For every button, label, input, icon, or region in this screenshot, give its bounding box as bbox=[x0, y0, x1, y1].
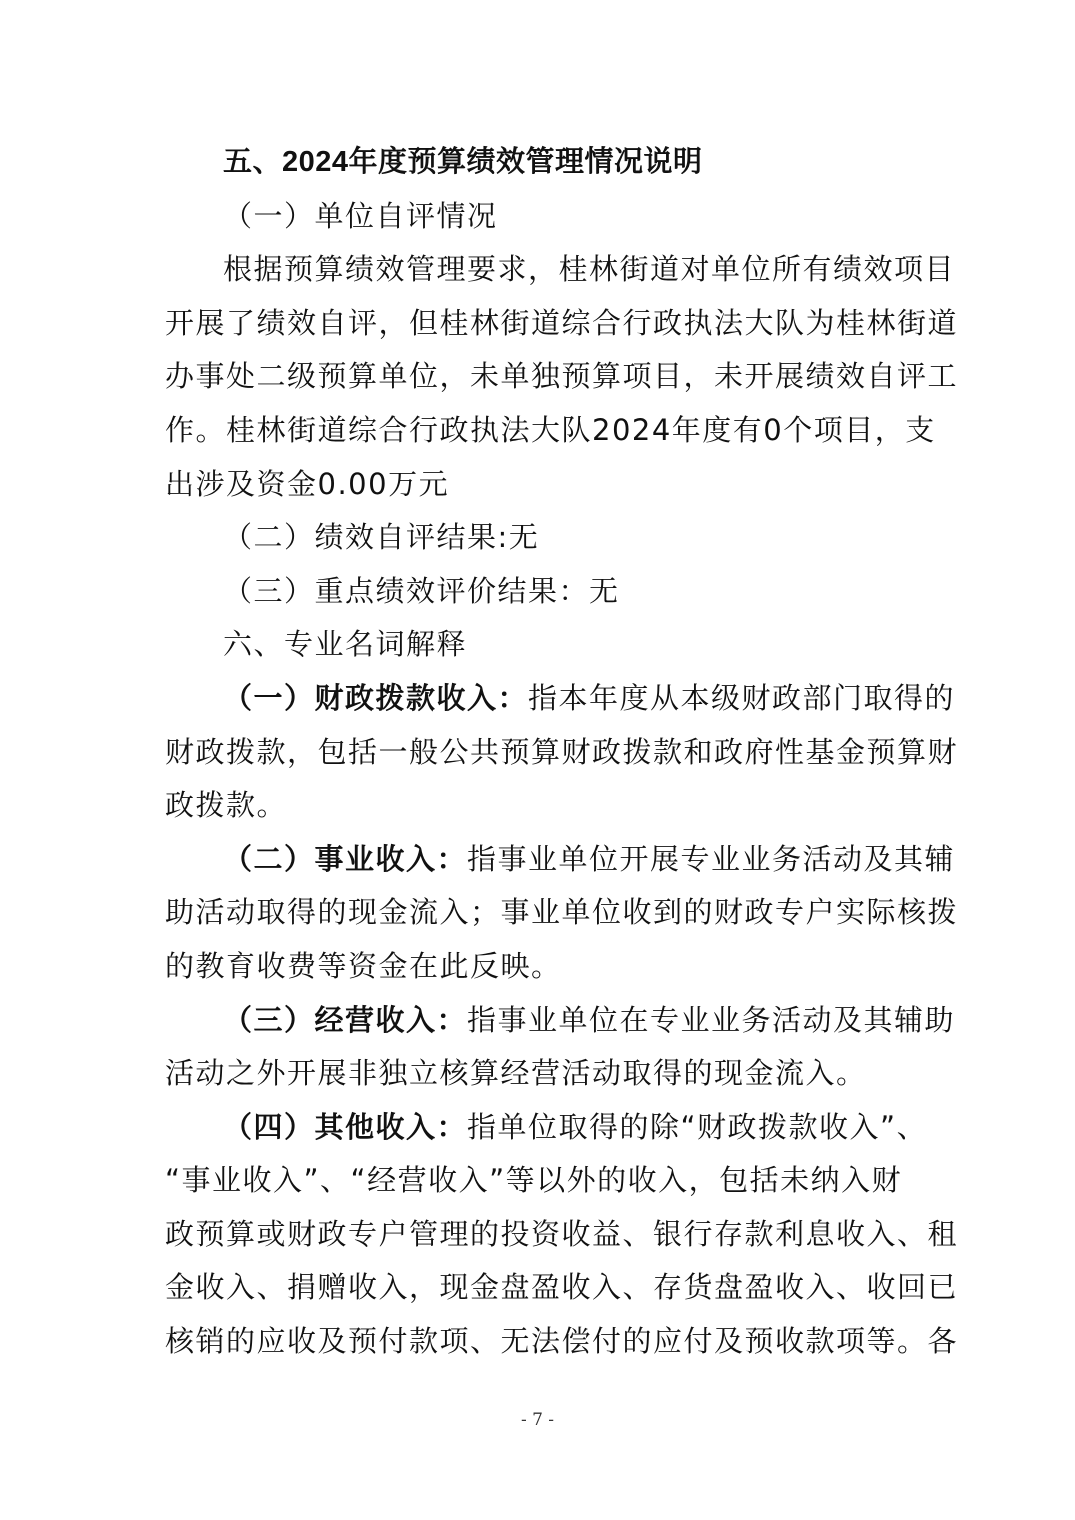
definition-line: 助活动取得的现金流入；事业单位收到的财政专户实际核拨 bbox=[165, 895, 959, 930]
definition-term: （四）其他收入： bbox=[223, 1109, 468, 1144]
paragraph-line: 出涉及资金0.00万元 bbox=[165, 466, 450, 501]
page-number: - 7 - bbox=[520, 1410, 555, 1430]
definition-line: 核销的应收及预付款项、无法偿付的应付及预收款项等。各 bbox=[165, 1324, 959, 1359]
definition-text: 指事业单位在专业业务活动及其辅助 bbox=[467, 1002, 956, 1037]
definition-term: （三）经营收入： bbox=[223, 1002, 468, 1037]
paragraph-line: 开展了绩效自评，但桂林街道综合行政执法大队为桂林街道 bbox=[165, 305, 959, 340]
definition-line: 金收入、捐赠收入，现金盘盈收入、存货盘盈收入、收回已 bbox=[165, 1270, 959, 1305]
document-body bbox=[165, 136, 959, 1369]
definition-line: “事业收入”、“经营收入”等以外的收入，包括未纳入财 bbox=[165, 1163, 903, 1198]
definition-first-line bbox=[165, 1101, 928, 1155]
definition-text: 指单位取得的除“财政拨款收入”、 bbox=[467, 1109, 928, 1144]
definition-line: 政拨款。 bbox=[165, 788, 288, 823]
subsection-result-2: （二）绩效自评结果:无 bbox=[223, 520, 540, 555]
subsection-result-3: （三）重点绩效评价结果：无 bbox=[223, 573, 620, 608]
definition-text: 指本年度从本级财政部门取得的 bbox=[528, 680, 956, 715]
definition-term: （二）事业收入： bbox=[223, 841, 468, 876]
definition-first-line bbox=[165, 672, 956, 726]
definition-first-line bbox=[165, 833, 956, 887]
definition-term: （一）财政拨款收入： bbox=[223, 680, 529, 715]
definition-line: 活动之外开展非独立核算经营活动取得的现金流入。 bbox=[165, 1056, 867, 1091]
paragraph-line: 办事处二级预算单位，未单独预算项目，未开展绩效自评工 bbox=[165, 359, 959, 394]
definition-text: 指事业单位开展专业业务活动及其辅 bbox=[467, 841, 956, 876]
section-heading-5: 五、2024年度预算绩效管理情况说明 bbox=[223, 146, 703, 178]
definition-line: 财政拨款，包括一般公共预算财政拨款和政府性基金预算财 bbox=[165, 734, 959, 769]
definition-first-line bbox=[165, 994, 956, 1048]
subsection-heading-1: （一）单位自评情况 bbox=[223, 198, 498, 233]
definition-line: 政预算或财政专户管理的投资收益、银行存款利息收入、租 bbox=[165, 1216, 959, 1251]
paragraph-line: 作。桂林街道综合行政执法大队2024年度有0个项目，支 bbox=[165, 412, 936, 447]
definition-line: 的教育收费等资金在此反映。 bbox=[165, 948, 562, 983]
section-heading-6: 六、专业名词解释 bbox=[223, 627, 468, 662]
paragraph-line: 根据预算绩效管理要求，桂林街道对单位所有绩效项目 bbox=[223, 252, 956, 287]
